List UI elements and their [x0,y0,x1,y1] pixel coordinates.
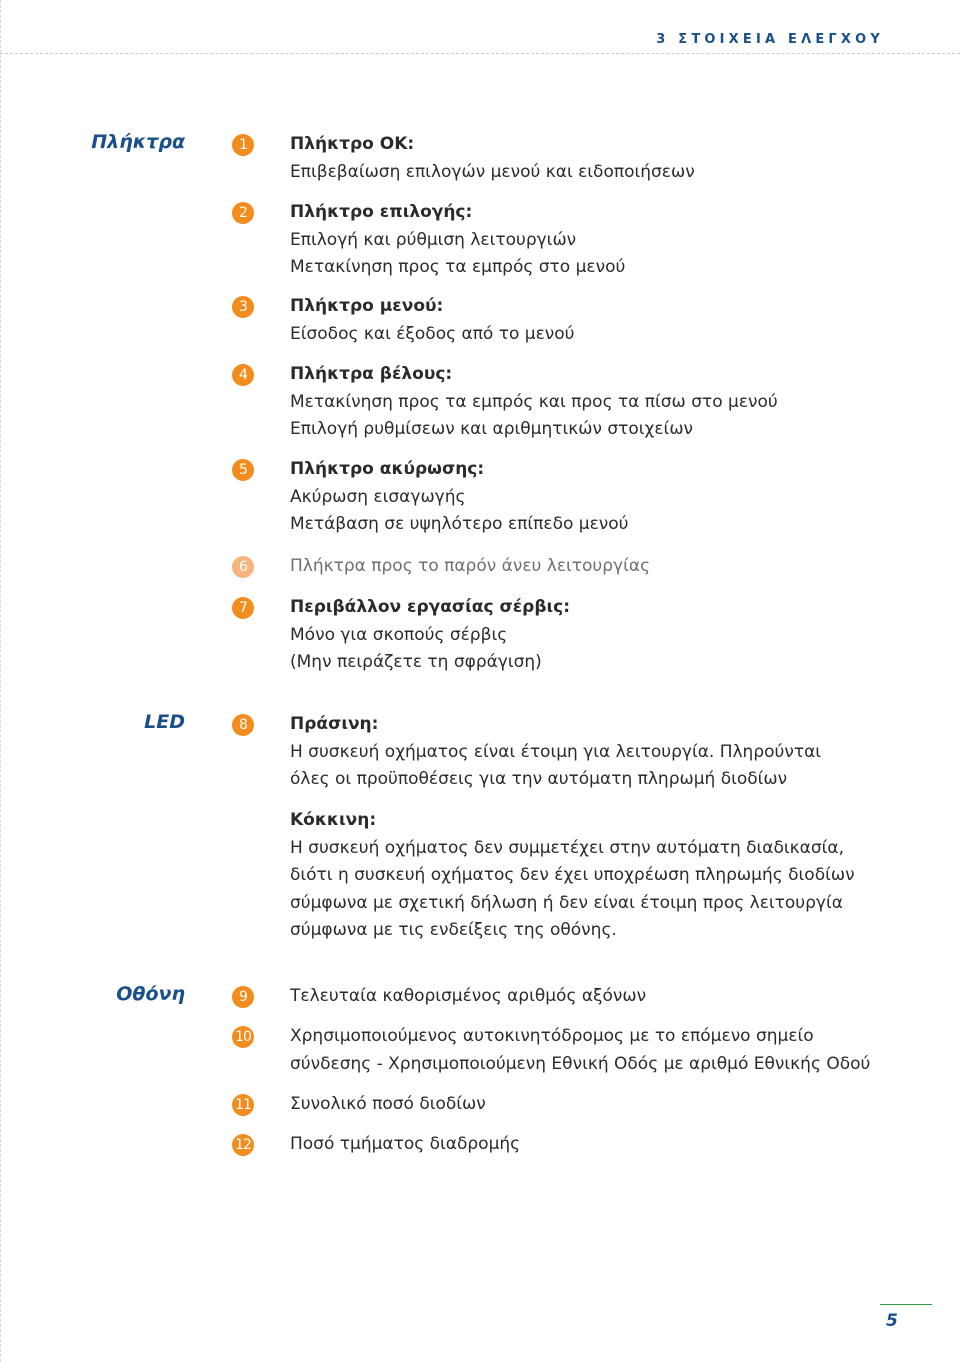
item-title: Πλήκτρο ακύρωσης: [290,459,485,479]
item-number-badge: 4 [232,364,254,386]
page-number: 5 [886,1311,898,1331]
header-divider [0,53,960,54]
item-text: Μετακίνηση προς τα εμπρός στο μενού [290,257,626,277]
list-item [290,456,940,539]
item-number-badge: 3 [232,296,254,318]
item-number-badge: 7 [232,597,254,619]
list-item [290,131,940,186]
section-label-led: LED [144,711,185,733]
item-text: Πλήκτρα προς το παρόν άνευ λειτουργίας [290,556,651,576]
list-item [290,1023,940,1078]
item-text: Επιβεβαίωση επιλογών μενού και ειδοποιήσεων [290,161,695,182]
item-text: Ποσό τμήματος διαδρομής [290,1134,521,1154]
item-number-badge: 5 [232,459,254,481]
item-title: Κόκκινη: [290,810,377,830]
item-number-badge: 1 [232,134,254,156]
item-text: Ακύρωση εισαγωγής [290,486,466,507]
item-text: σύνδεσης - Χρησιμοποιούμενη Εθνική Οδός με αριθμό Εθνικής Οδού [290,1053,871,1074]
item-number-badge: 8 [232,714,254,736]
item-title: Περιβάλλον εργασίας σέρβις: [290,597,570,617]
page-margin-guide [0,0,1,1362]
item-text: Η συσκευή οχήματος δεν συμμετέχει στην αυτόματη διαδικασία, [290,837,845,858]
item-title: Πλήκτρο ΟΚ: [290,134,415,154]
item-number-badge: 2 [232,202,254,224]
item-number-badge: 12 [232,1134,254,1156]
item-number-badge: 10 [232,1026,254,1048]
item-text: Η συσκευή οχήματος είναι έτοιμη για λειτουργία. Πληρούνται [290,741,822,762]
item-text: Τελευταία καθορισμένος αριθμός αξόνων [290,986,647,1006]
item-title: Πλήκτρα βέλους: [290,364,453,384]
item-text: Μετακίνηση προς τα εμπρός και προς τα πίσω στο μενού [290,391,778,412]
item-text: Επιλογή ρυθμίσεων και αριθμητικών στοιχείων [290,419,694,439]
item-text: Μόνο για σκοπούς σέρβις [290,624,508,645]
list-item [290,293,940,348]
item-number-badge: 6 [232,556,254,578]
list-item [290,1091,940,1119]
section-header-title: 3 ΣΤΟΙΧΕΙΑ ΕΛΕΓΧΟΥ [656,32,884,47]
list-item [290,711,940,794]
list-item [290,199,940,282]
item-title: Πλήκτρο μενού: [290,296,444,316]
item-text: Επιλογή και ρύθμιση λειτουργιών [290,229,577,250]
item-text: σύμφωνα με τις ενδείξεις της οθόνης. [290,920,617,940]
item-number-badge: 11 [232,1094,254,1116]
item-text: διότι η συσκευή οχήματος δεν έχει υποχρέωση πληρωμής διοδίων [290,865,855,885]
item-text: Είσοδος και έξοδος από το μενού [290,323,575,344]
item-text: Χρησιμοποιούμενος αυτοκινητόδρομος με το επόμενο σημείο [290,1026,814,1046]
item-text: σύμφωνα με σχετική δήλωση ή δεν είναι έτοιμη προς λειτουργία [290,892,843,913]
item-number-badge: 9 [232,986,254,1008]
list-item [290,807,940,945]
item-title: Πράσινη: [290,714,379,734]
list-item [290,983,940,1011]
list-item [290,594,940,677]
section-label-keys: Πλήκτρα [91,131,185,153]
footer-divider [880,1304,932,1305]
item-text: (Μην πειράζετε τη σφράγιση) [290,652,542,672]
list-item [290,1131,940,1159]
item-title: Πλήκτρο επιλογής: [290,202,473,222]
item-text: όλες οι προϋποθέσεις για την αυτόματη πληρωμή διοδίων [290,769,788,789]
item-text: Συνολικό ποσό διοδίων [290,1094,486,1114]
section-label-display: Οθόνη [116,983,185,1005]
item-text: Μετάβαση σε υψηλότερο επίπεδο μενού [290,514,629,534]
list-item [290,553,940,581]
list-item [290,361,940,444]
